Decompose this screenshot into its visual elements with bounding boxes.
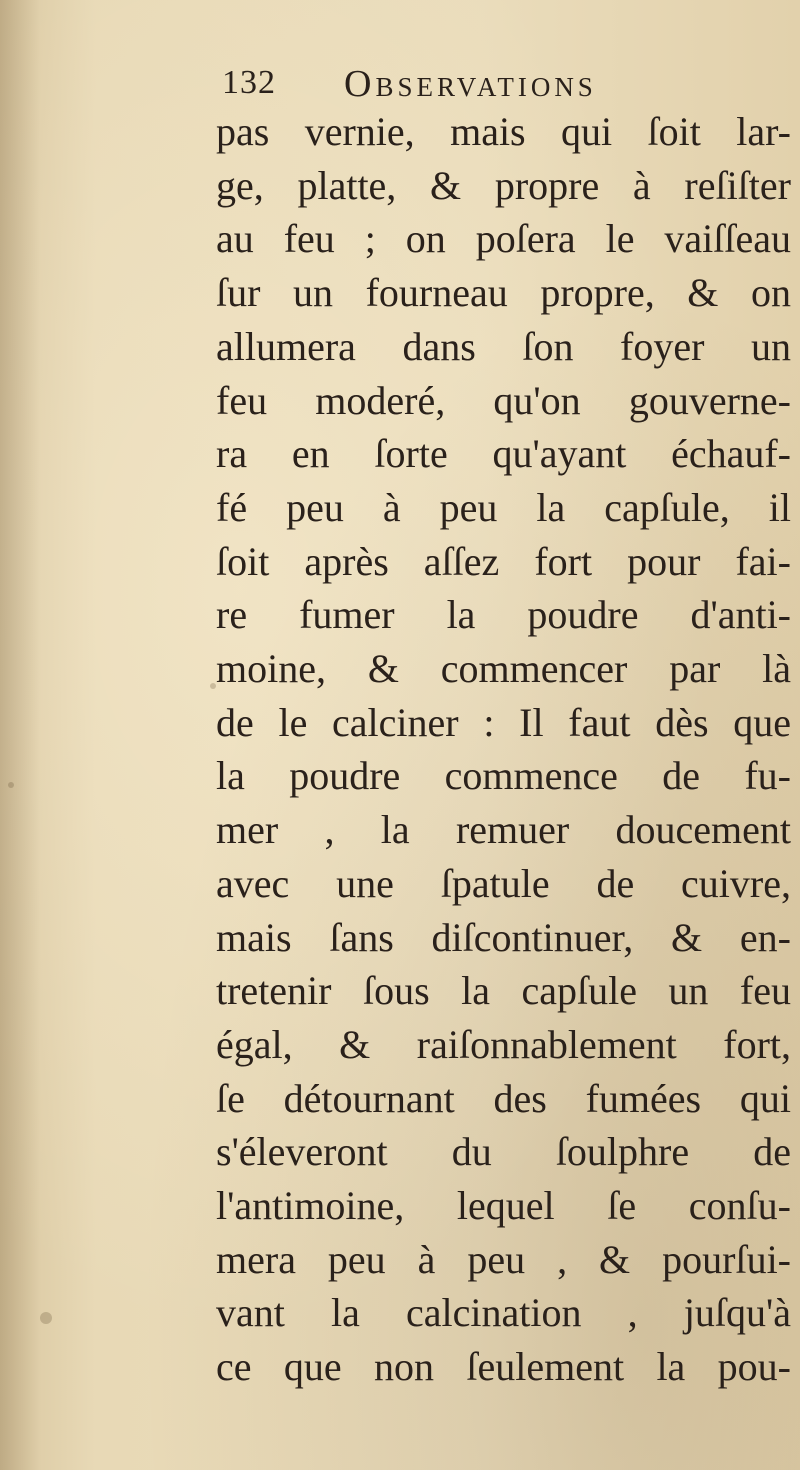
text-line: vant la calcination , juſqu'à (216, 1290, 791, 1336)
text-line: au feu ; on poſera le vaiſſeau (216, 216, 791, 262)
text-line: ſoit après aſſez fort pour fai- (216, 538, 791, 584)
text-line: ge, platte, & propre à reſiſter (216, 162, 791, 208)
paper-speck (40, 1312, 52, 1324)
spine-shadow (0, 0, 40, 1470)
paper-speck (210, 683, 216, 689)
text-line: avec une ſpatule de cuivre, (216, 860, 791, 906)
page-header (222, 62, 782, 112)
text-line: ra en ſorte qu'ayant échauf- (216, 431, 791, 477)
text-line: pas vernie, mais qui ſoit lar- (216, 109, 791, 154)
text-line: allumera dans ſon foyer un (216, 323, 791, 369)
text-line: moine, & commencer par là (216, 646, 791, 691)
text-line: re fumer la poudre d'anti- (216, 592, 791, 638)
text-line: fé peu à peu la capſule, il (216, 484, 791, 530)
text-line: égal, & raiſonnablement fort, (216, 1021, 791, 1067)
text-line: tretenir ſous la capſule un feu (216, 968, 791, 1014)
text-line: ſur un fourneau propre, & on (216, 270, 791, 316)
text-line: de le calciner : Il faut dès que (216, 699, 791, 745)
text-line: feu moderé, qu'on gouverne- (216, 377, 791, 423)
text-line: ce que non ſeulement la pou- (216, 1344, 791, 1390)
text-line: s'éleveront du ſoulphre de (216, 1129, 791, 1175)
text-line: mera peu à peu , & pourſui- (216, 1236, 791, 1282)
text-line: mer , la remuer doucement (216, 807, 791, 853)
page-number: 132 (222, 64, 276, 101)
text-line: mais ſans diſcontinuer, & en- (216, 914, 791, 960)
text-line: la poudre commence de fu- (216, 753, 791, 799)
running-title: Observations (344, 63, 597, 105)
text-line: ſe détournant des fumées qui (216, 1075, 791, 1121)
paper-speck (8, 782, 14, 788)
text-line: l'antimoine, lequel ſe conſu- (216, 1183, 791, 1228)
